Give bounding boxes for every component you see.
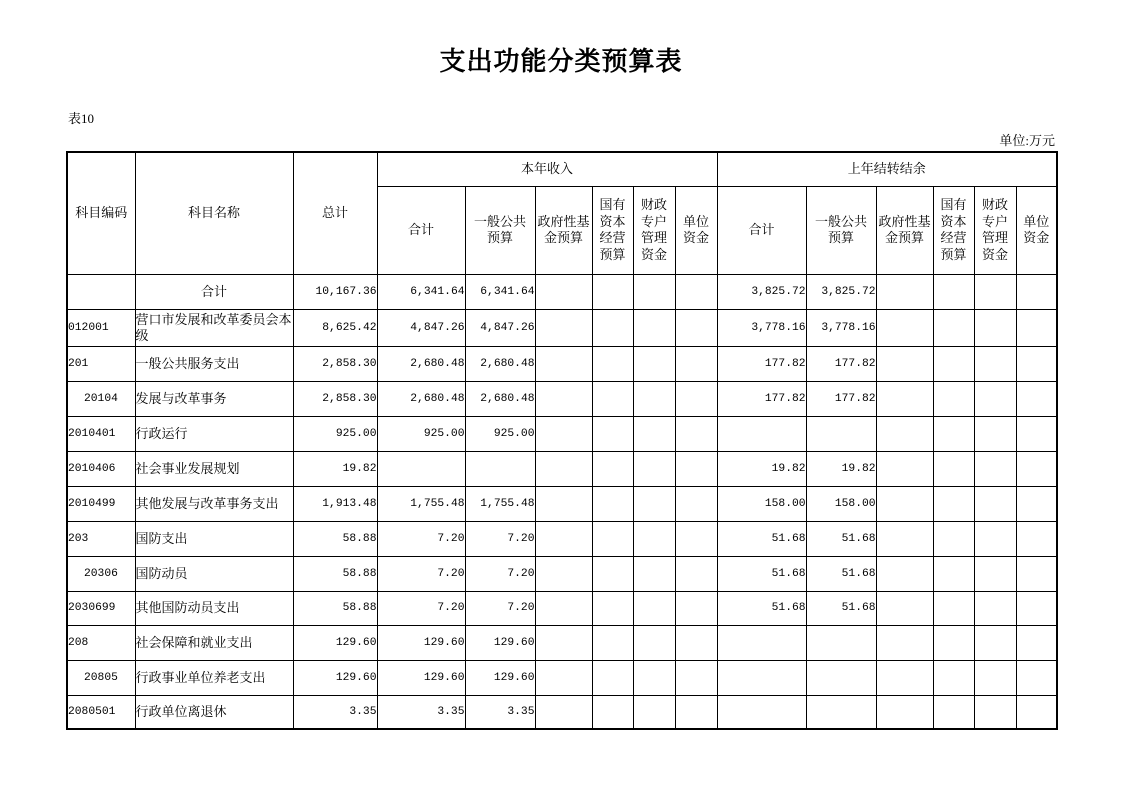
carryover-state-capital-operating-budget: [933, 486, 974, 521]
header-current-year-government-fund-budget: [535, 186, 592, 274]
header-current-year-general-public-budget: [465, 186, 535, 274]
header-prior-year-carryover: 上年结转结余: [717, 152, 1057, 186]
carryover-unit-funds: [1016, 591, 1057, 625]
subject-code: 20104: [67, 381, 135, 416]
current-year-government-fund-budget: [535, 451, 592, 486]
current-year-total: 4,847.26: [377, 309, 465, 346]
current-year-special-account-funds: [633, 274, 675, 309]
carryover-general-public-budget: 177.82: [806, 346, 876, 381]
current-year-special-account-funds: [633, 521, 675, 556]
carryover-special-account-funds: [974, 660, 1016, 695]
header-carryover-state-capital-operating-budget: [933, 186, 974, 274]
subject-name: 国防动员: [135, 556, 293, 591]
header-label: 一般公共预算: [473, 213, 526, 245]
total-amount: 19.82: [293, 451, 377, 486]
table-row: [67, 486, 1057, 521]
table-row: [67, 695, 1057, 729]
carryover-total: 51.68: [717, 556, 806, 591]
total-amount: 3.35: [293, 695, 377, 729]
carryover-state-capital-operating-budget: [933, 451, 974, 486]
table-row: [67, 556, 1057, 591]
current-year-total: [377, 451, 465, 486]
current-year-state-capital-operating-budget: [592, 309, 633, 346]
subject-name: 社会保障和就业支出: [135, 625, 293, 660]
current-year-state-capital-operating-budget: [592, 660, 633, 695]
total-amount: 129.60: [293, 660, 377, 695]
table-row: [67, 274, 1057, 309]
carryover-government-fund-budget: [876, 556, 933, 591]
header-label: 单位资金: [683, 213, 710, 245]
carryover-total: [717, 695, 806, 729]
header-label: 国有资本经营预算: [940, 197, 967, 262]
carryover-total: 3,825.72: [717, 274, 806, 309]
table-row: [67, 309, 1057, 346]
current-year-state-capital-operating-budget: [592, 695, 633, 729]
header-current-year-unit-funds: [675, 186, 717, 274]
current-year-total: 6,341.64: [377, 274, 465, 309]
carryover-general-public-budget: [806, 695, 876, 729]
header-total: 总计: [293, 152, 377, 274]
subject-code: 012001: [67, 309, 135, 346]
carryover-general-public-budget: 177.82: [806, 381, 876, 416]
subject-name: 社会事业发展规划: [135, 451, 293, 486]
subject-name: 行政单位离退休: [135, 695, 293, 729]
header-carryover-total: [717, 186, 806, 274]
carryover-unit-funds: [1016, 309, 1057, 346]
header-label: 一般公共预算: [815, 213, 868, 245]
carryover-government-fund-budget: [876, 309, 933, 346]
current-year-special-account-funds: [633, 695, 675, 729]
subject-name: 其他国防动员支出: [135, 591, 293, 625]
current-year-government-fund-budget: [535, 660, 592, 695]
table-row: [67, 346, 1057, 381]
carryover-government-fund-budget: [876, 274, 933, 309]
current-year-state-capital-operating-budget: [592, 451, 633, 486]
header-label: 合计: [748, 221, 775, 237]
carryover-total: 51.68: [717, 521, 806, 556]
carryover-unit-funds: [1016, 625, 1057, 660]
carryover-government-fund-budget: [876, 625, 933, 660]
header-label: 财政专户管理资金: [640, 197, 667, 262]
subject-name: 合计: [135, 274, 293, 309]
carryover-total: [717, 416, 806, 451]
total-amount: 2,858.30: [293, 346, 377, 381]
header-label: 国有资本经营预算: [599, 197, 626, 262]
carryover-special-account-funds: [974, 274, 1016, 309]
carryover-general-public-budget: 51.68: [806, 521, 876, 556]
current-year-special-account-funds: [633, 625, 675, 660]
total-amount: 1,913.48: [293, 486, 377, 521]
carryover-general-public-budget: 19.82: [806, 451, 876, 486]
carryover-general-public-budget: 51.68: [806, 591, 876, 625]
current-year-general-public-budget: 129.60: [465, 660, 535, 695]
current-year-total: 7.20: [377, 556, 465, 591]
carryover-special-account-funds: [974, 695, 1016, 729]
carryover-government-fund-budget: [876, 486, 933, 521]
carryover-total: [717, 625, 806, 660]
current-year-unit-funds: [675, 521, 717, 556]
current-year-government-fund-budget: [535, 486, 592, 521]
carryover-special-account-funds: [974, 486, 1016, 521]
header-label: 合计: [407, 221, 434, 237]
total-amount: 58.88: [293, 591, 377, 625]
current-year-government-fund-budget: [535, 625, 592, 660]
carryover-state-capital-operating-budget: [933, 625, 974, 660]
carryover-total: 177.82: [717, 381, 806, 416]
current-year-government-fund-budget: [535, 695, 592, 729]
carryover-special-account-funds: [974, 416, 1016, 451]
carryover-unit-funds: [1016, 486, 1057, 521]
current-year-total: 2,680.48: [377, 381, 465, 416]
subject-name: 行政事业单位养老支出: [135, 660, 293, 695]
current-year-general-public-budget: 2,680.48: [465, 381, 535, 416]
current-year-government-fund-budget: [535, 309, 592, 346]
carryover-unit-funds: [1016, 695, 1057, 729]
current-year-special-account-funds: [633, 451, 675, 486]
carryover-total: 177.82: [717, 346, 806, 381]
current-year-unit-funds: [675, 416, 717, 451]
unit-label: 单位:万元: [999, 133, 1055, 148]
header-label: 政府性基金预算: [878, 213, 931, 245]
subject-code: 2030699: [67, 591, 135, 625]
header-carryover-unit-funds: [1016, 186, 1057, 274]
current-year-unit-funds: [675, 625, 717, 660]
current-year-general-public-budget: 129.60: [465, 625, 535, 660]
current-year-unit-funds: [675, 556, 717, 591]
header-current-year-total: [377, 186, 465, 274]
current-year-general-public-budget: [465, 451, 535, 486]
current-year-unit-funds: [675, 309, 717, 346]
header-carryover-special-account-funds: [974, 186, 1016, 274]
current-year-special-account-funds: [633, 660, 675, 695]
subject-code: 203: [67, 521, 135, 556]
current-year-total: 7.20: [377, 521, 465, 556]
subject-name: 其他发展与改革事务支出: [135, 486, 293, 521]
carryover-unit-funds: [1016, 416, 1057, 451]
current-year-unit-funds: [675, 695, 717, 729]
subject-code: 208: [67, 625, 135, 660]
current-year-general-public-budget: 7.20: [465, 591, 535, 625]
subject-name: 国防支出: [135, 521, 293, 556]
carryover-total: 51.68: [717, 591, 806, 625]
carryover-state-capital-operating-budget: [933, 309, 974, 346]
carryover-special-account-funds: [974, 346, 1016, 381]
carryover-total: 3,778.16: [717, 309, 806, 346]
current-year-unit-funds: [675, 660, 717, 695]
table-row: [67, 451, 1057, 486]
carryover-unit-funds: [1016, 346, 1057, 381]
current-year-unit-funds: [675, 381, 717, 416]
header-carryover-general-public-budget: [806, 186, 876, 274]
current-year-unit-funds: [675, 346, 717, 381]
current-year-special-account-funds: [633, 486, 675, 521]
header-label: 财政专户管理资金: [982, 197, 1009, 262]
header-current-year-income: 本年收入: [377, 152, 717, 186]
carryover-government-fund-budget: [876, 695, 933, 729]
subject-code: 201: [67, 346, 135, 381]
carryover-government-fund-budget: [876, 381, 933, 416]
header-label: 政府性基金预算: [537, 213, 590, 245]
table-row: [67, 591, 1057, 625]
current-year-total: 925.00: [377, 416, 465, 451]
current-year-total: 129.60: [377, 625, 465, 660]
current-year-special-account-funds: [633, 309, 675, 346]
current-year-special-account-funds: [633, 381, 675, 416]
carryover-state-capital-operating-budget: [933, 660, 974, 695]
current-year-general-public-budget: 7.20: [465, 521, 535, 556]
current-year-state-capital-operating-budget: [592, 591, 633, 625]
carryover-total: 19.82: [717, 451, 806, 486]
current-year-state-capital-operating-budget: [592, 556, 633, 591]
carryover-state-capital-operating-budget: [933, 556, 974, 591]
current-year-general-public-budget: 7.20: [465, 556, 535, 591]
carryover-special-account-funds: [974, 521, 1016, 556]
carryover-unit-funds: [1016, 556, 1057, 591]
current-year-unit-funds: [675, 274, 717, 309]
total-amount: 10,167.36: [293, 274, 377, 309]
carryover-special-account-funds: [974, 591, 1016, 625]
current-year-unit-funds: [675, 591, 717, 625]
current-year-total: 1,755.48: [377, 486, 465, 521]
carryover-special-account-funds: [974, 625, 1016, 660]
carryover-state-capital-operating-budget: [933, 346, 974, 381]
current-year-state-capital-operating-budget: [592, 416, 633, 451]
carryover-state-capital-operating-budget: [933, 695, 974, 729]
subject-code: 2010499: [67, 486, 135, 521]
header-current-year-special-account-funds: [633, 186, 675, 274]
current-year-government-fund-budget: [535, 381, 592, 416]
budget-table: [66, 151, 1058, 730]
table-body: [67, 274, 1057, 729]
carryover-general-public-budget: 51.68: [806, 556, 876, 591]
carryover-special-account-funds: [974, 556, 1016, 591]
carryover-state-capital-operating-budget: [933, 274, 974, 309]
carryover-general-public-budget: [806, 416, 876, 451]
carryover-total: [717, 660, 806, 695]
subject-name: 行政运行: [135, 416, 293, 451]
subject-code: 2080501: [67, 695, 135, 729]
current-year-general-public-budget: 6,341.64: [465, 274, 535, 309]
carryover-state-capital-operating-budget: [933, 521, 974, 556]
current-year-state-capital-operating-budget: [592, 381, 633, 416]
current-year-special-account-funds: [633, 591, 675, 625]
carryover-government-fund-budget: [876, 346, 933, 381]
carryover-government-fund-budget: [876, 521, 933, 556]
table-number: 表10: [68, 111, 95, 126]
carryover-unit-funds: [1016, 381, 1057, 416]
subject-name: 营口市发展和改革委员会本级: [135, 309, 293, 346]
header-subject-name: 科目名称: [135, 152, 293, 274]
current-year-general-public-budget: 925.00: [465, 416, 535, 451]
carryover-government-fund-budget: [876, 591, 933, 625]
subject-code: [67, 274, 135, 309]
carryover-total: 158.00: [717, 486, 806, 521]
total-amount: 8,625.42: [293, 309, 377, 346]
carryover-unit-funds: [1016, 521, 1057, 556]
total-amount: 58.88: [293, 521, 377, 556]
header-label: 单位资金: [1023, 213, 1050, 245]
current-year-general-public-budget: 2,680.48: [465, 346, 535, 381]
subject-code: 20306: [67, 556, 135, 591]
current-year-unit-funds: [675, 451, 717, 486]
current-year-total: 2,680.48: [377, 346, 465, 381]
header-carryover-government-fund-budget: [876, 186, 933, 274]
carryover-unit-funds: [1016, 274, 1057, 309]
subject-code: 2010401: [67, 416, 135, 451]
carryover-state-capital-operating-budget: [933, 591, 974, 625]
page-title: 支出功能分类预算表: [439, 47, 683, 77]
current-year-unit-funds: [675, 486, 717, 521]
carryover-government-fund-budget: [876, 451, 933, 486]
current-year-total: 7.20: [377, 591, 465, 625]
carryover-government-fund-budget: [876, 416, 933, 451]
current-year-total: 129.60: [377, 660, 465, 695]
table-row: [67, 521, 1057, 556]
current-year-special-account-funds: [633, 346, 675, 381]
carryover-general-public-budget: 3,778.16: [806, 309, 876, 346]
current-year-general-public-budget: 3.35: [465, 695, 535, 729]
current-year-general-public-budget: 1,755.48: [465, 486, 535, 521]
carryover-unit-funds: [1016, 660, 1057, 695]
carryover-special-account-funds: [974, 451, 1016, 486]
header-current-year-state-capital-operating-budget: [592, 186, 633, 274]
carryover-general-public-budget: [806, 660, 876, 695]
current-year-government-fund-budget: [535, 521, 592, 556]
current-year-government-fund-budget: [535, 591, 592, 625]
current-year-state-capital-operating-budget: [592, 274, 633, 309]
carryover-special-account-funds: [974, 309, 1016, 346]
current-year-state-capital-operating-budget: [592, 346, 633, 381]
total-amount: 2,858.30: [293, 381, 377, 416]
current-year-government-fund-budget: [535, 274, 592, 309]
carryover-government-fund-budget: [876, 660, 933, 695]
table-header: [67, 152, 1057, 274]
subject-code: 2010406: [67, 451, 135, 486]
current-year-state-capital-operating-budget: [592, 625, 633, 660]
current-year-government-fund-budget: [535, 346, 592, 381]
current-year-general-public-budget: 4,847.26: [465, 309, 535, 346]
table-row: [67, 416, 1057, 451]
total-amount: 129.60: [293, 625, 377, 660]
table-row: [67, 381, 1057, 416]
carryover-general-public-budget: 158.00: [806, 486, 876, 521]
table-row: [67, 625, 1057, 660]
subject-name: 一般公共服务支出: [135, 346, 293, 381]
carryover-special-account-funds: [974, 381, 1016, 416]
current-year-state-capital-operating-budget: [592, 521, 633, 556]
carryover-state-capital-operating-budget: [933, 381, 974, 416]
table-row: [67, 660, 1057, 695]
header-row: [67, 152, 1057, 186]
total-amount: 58.88: [293, 556, 377, 591]
header-subject-code: 科目编码: [67, 152, 135, 274]
total-amount: 925.00: [293, 416, 377, 451]
current-year-state-capital-operating-budget: [592, 486, 633, 521]
current-year-total: 3.35: [377, 695, 465, 729]
carryover-general-public-budget: 3,825.72: [806, 274, 876, 309]
subject-code: 20805: [67, 660, 135, 695]
carryover-general-public-budget: [806, 625, 876, 660]
subject-name: 发展与改革事务: [135, 381, 293, 416]
current-year-special-account-funds: [633, 416, 675, 451]
carryover-state-capital-operating-budget: [933, 416, 974, 451]
current-year-government-fund-budget: [535, 556, 592, 591]
current-year-special-account-funds: [633, 556, 675, 591]
current-year-government-fund-budget: [535, 416, 592, 451]
carryover-unit-funds: [1016, 451, 1057, 486]
